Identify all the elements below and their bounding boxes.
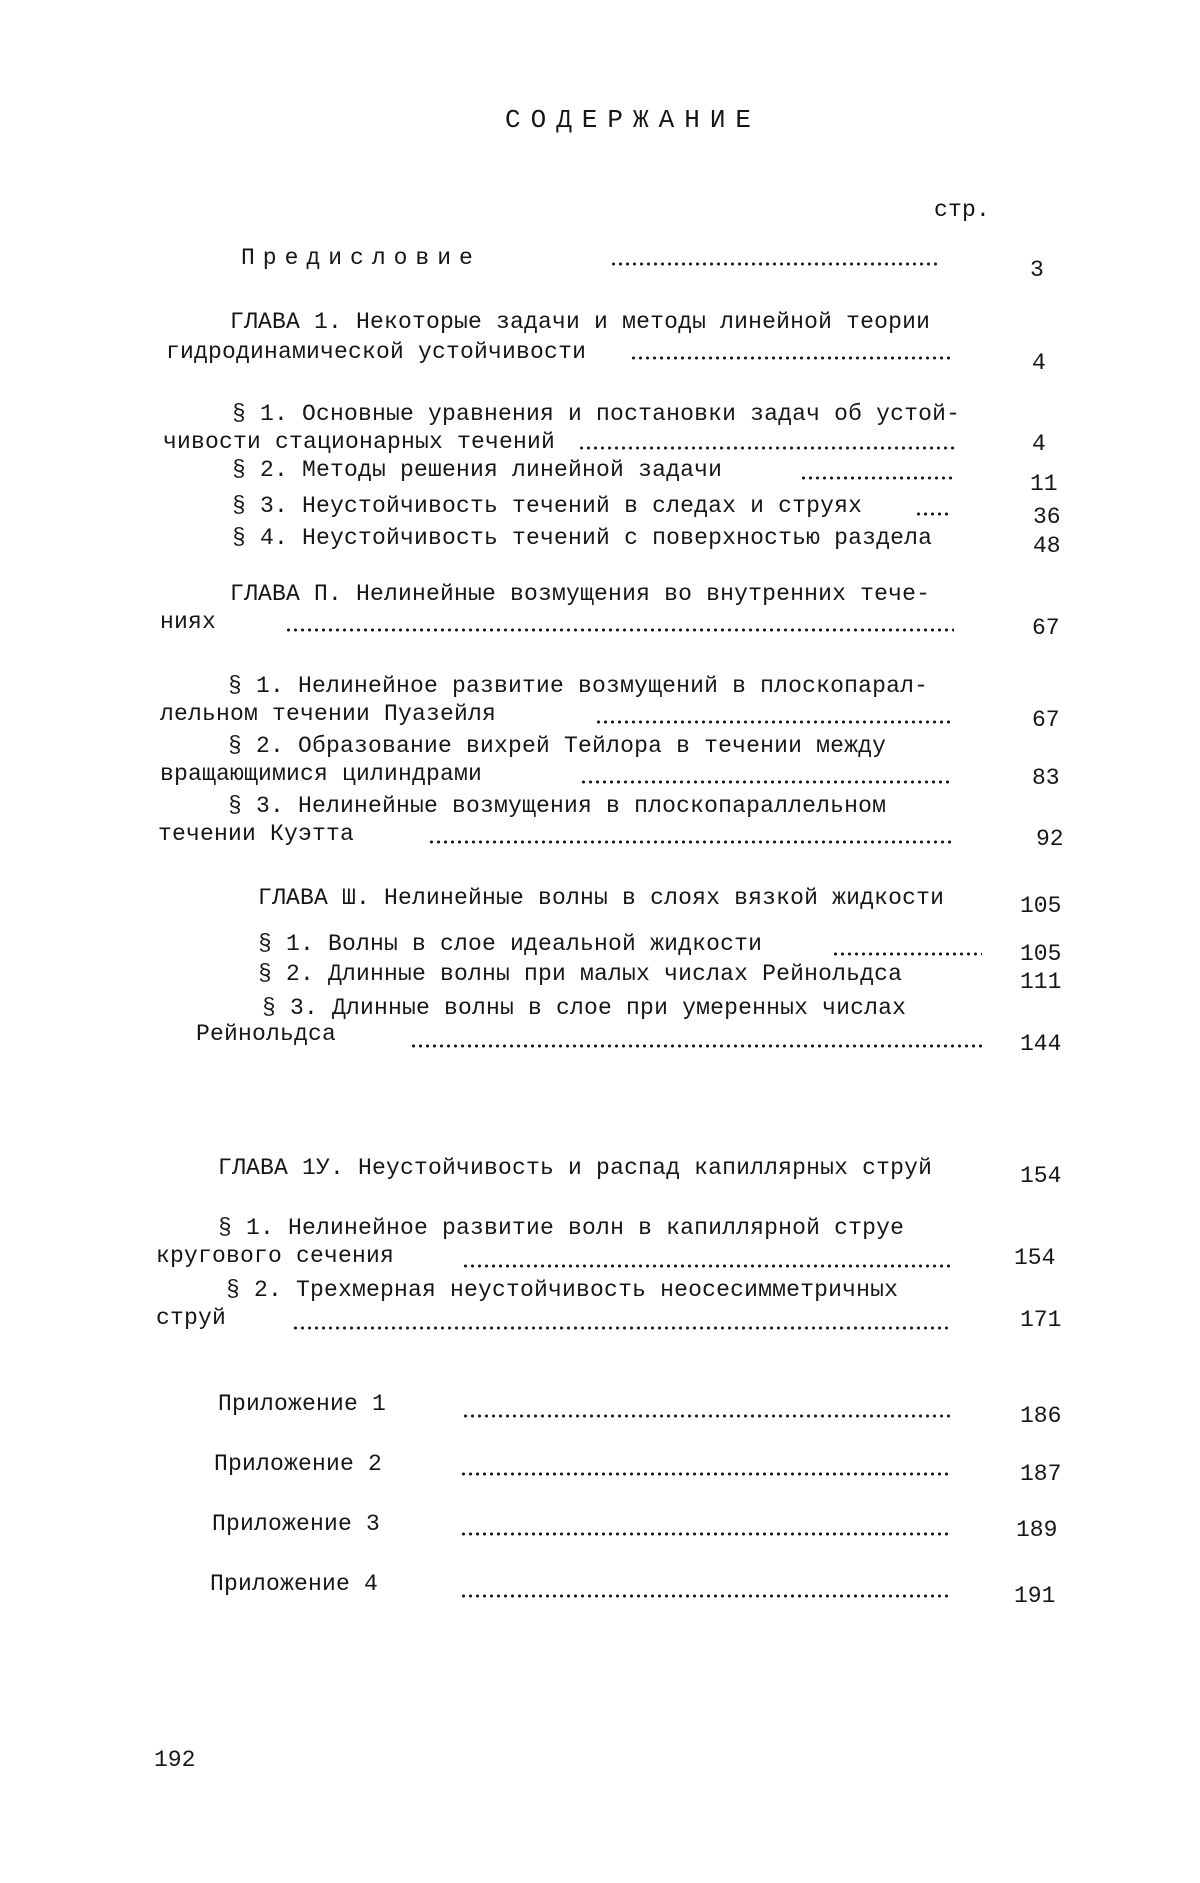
toc-ch2-s1-line1: § 1. Нелинейное развитие возмущений в плоскопарал- <box>228 673 929 699</box>
toc-ch1-title-line2: гидродинамической устойчивости <box>166 339 587 365</box>
toc-appendix-1-label: Приложение 1 <box>218 1391 387 1417</box>
toc-preface-label: Предисловие <box>241 245 481 271</box>
toc-ch3-s2: § 2. Длинные волны при малых числах Рейнольдса <box>258 961 903 987</box>
toc-preface-page: 3 <box>1030 257 1044 283</box>
toc-ch1-s1-line1: § 1. Основные уравнения и постановки задач об устой- <box>232 401 961 427</box>
toc-appendix-4-label: Приложение 4 <box>210 1571 379 1597</box>
toc-ch4-title: ГЛАВА 1У. Неустойчивость и распад капиллярных струй <box>218 1155 933 1181</box>
leader-dots <box>832 952 982 956</box>
toc-ch1-s2-page: 11 <box>1030 471 1058 497</box>
toc-ch4-s2-line1: § 2. Трехмерная неустойчивость неосесимметричных <box>226 1277 899 1303</box>
toc-ch2-s3-line2: течении Куэтта <box>158 821 355 847</box>
toc-appendix-2-page: 187 <box>1020 1461 1062 1487</box>
leader-dots <box>578 446 954 450</box>
toc-ch2-s1-line2: лельном течении Пуазейля <box>160 701 497 727</box>
toc-ch1-s1-page: 4 <box>1032 431 1046 457</box>
toc-ch3-s3-line2: Рейнольдса <box>196 1021 337 1047</box>
toc-ch2-title-line1: ГЛАВА П. Нелинейные возмущения во внутренних тече- <box>230 581 931 607</box>
toc-ch2-s3-page: 92 <box>1036 826 1064 852</box>
toc-ch3-page: 105 <box>1020 893 1062 919</box>
leader-dots <box>580 780 953 784</box>
toc-ch2-s3-line1: § 3. Нелинейные возмущения в плоскопараллельном <box>228 793 887 819</box>
toc-ch1-s4: § 4. Неустойчивость течений с поверхностью раздела <box>232 525 933 551</box>
toc-appendix-3-label: Приложение 3 <box>212 1511 381 1537</box>
toc-ch4-s1-line1: § 1. Нелинейное развитие волн в капиллярной струе <box>218 1215 905 1241</box>
leader-dots <box>460 1594 952 1598</box>
leader-dots <box>460 1472 952 1476</box>
toc-ch4-s2-line2: струй <box>156 1305 227 1331</box>
toc-ch4-s1-page: 154 <box>1014 1245 1056 1271</box>
toc-ch1-s3: § 3. Неустойчивость течений в следах и струях <box>232 493 863 519</box>
toc-ch2-page: 67 <box>1032 615 1060 641</box>
toc-ch2-title-line2: ниях <box>160 609 217 635</box>
toc-appendix-3-page: 189 <box>1016 1517 1058 1543</box>
toc-ch2-s2-page: 83 <box>1032 765 1060 791</box>
toc-ch1-s3-page: 36 <box>1033 504 1061 530</box>
toc-ch4-page: 154 <box>1020 1163 1062 1189</box>
toc-ch2-s2-line1: § 2. Образование вихрей Тейлора в течении между <box>228 733 887 759</box>
toc-ch3-s1: § 1. Волны в слое идеальной жидкости <box>258 931 763 957</box>
leader-dots <box>292 1326 952 1330</box>
toc-ch3-s3-line1: § 3. Длинные волны в слое при умеренных числах <box>262 995 907 1021</box>
leader-dots <box>285 628 954 632</box>
toc-appendix-1-page: 186 <box>1020 1403 1062 1429</box>
page-number: 192 <box>154 1747 196 1773</box>
leader-dots <box>800 476 954 480</box>
toc-ch4-s2-page: 171 <box>1020 1307 1062 1333</box>
toc-ch3-s1-page: 105 <box>1020 941 1062 967</box>
toc-ch1-s4-page: 48 <box>1033 533 1061 559</box>
toc-appendix-4-page: 191 <box>1014 1583 1056 1609</box>
toc-appendix-2-label: Приложение 2 <box>214 1451 383 1477</box>
toc-ch1-s2: § 2. Методы решения линейной задачи <box>232 457 723 483</box>
leader-dots <box>630 356 954 360</box>
toc-ch1-page: 4 <box>1032 350 1046 376</box>
leader-dots <box>460 1532 952 1536</box>
toc-ch2-s2-line2: вращающимися цилиндрами <box>160 761 483 787</box>
leader-dots <box>462 1264 952 1268</box>
leader-dots <box>915 512 951 516</box>
page-column-header: стр. <box>934 197 991 223</box>
leader-dots <box>462 1414 952 1418</box>
page-title: СОДЕРЖАНИЕ <box>505 105 762 135</box>
toc-ch1-s1-line2: чивости стационарных течений <box>163 429 556 455</box>
toc-ch3-s2-page: 111 <box>1020 969 1062 995</box>
toc-ch2-s1-page: 67 <box>1032 707 1060 733</box>
leader-dots <box>428 840 952 844</box>
toc-ch3-title: ГЛАВА Ш. Нелинейные волны в слоях вязкой жидкости <box>258 885 945 911</box>
toc-ch3-s3-page: 144 <box>1020 1031 1062 1057</box>
toc-ch1-title-line1: ГЛАВА 1. Некоторые задачи и методы линейной теории <box>230 309 931 335</box>
leader-dots <box>595 720 953 724</box>
leader-dots <box>410 1044 986 1048</box>
leader-dots <box>610 262 940 266</box>
toc-ch4-s1-line2: кругового сечения <box>156 1243 395 1269</box>
